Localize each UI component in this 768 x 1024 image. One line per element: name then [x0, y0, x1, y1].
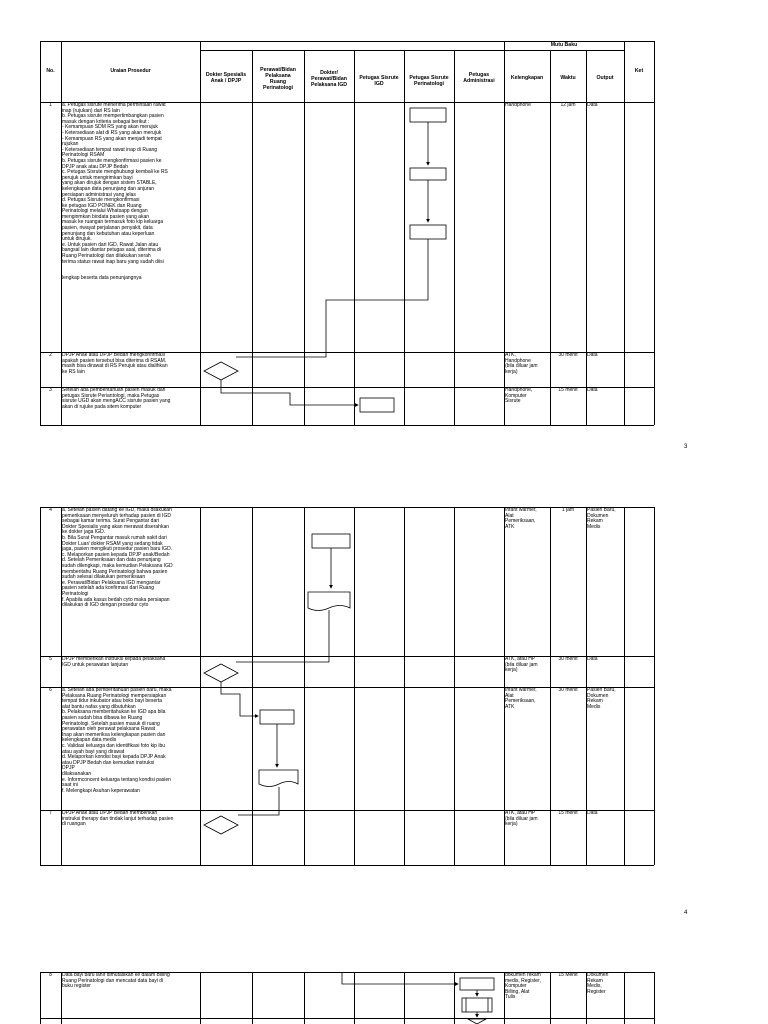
- header-executor-dokter-igd: Dokter/ Perawat/Bidan Pelaksana IGD: [310, 70, 348, 88]
- row-number: 6: [49, 688, 52, 693]
- row-waktu: 12 jam: [560, 103, 576, 108]
- row-number: 3: [49, 388, 52, 393]
- header-executor-sisrute-perinatologi: Petugas Sisrute Perinatologi: [409, 75, 449, 87]
- flow-connector: [342, 972, 458, 984]
- header-waktu: Waktu: [560, 75, 576, 81]
- row-kelengkapan: Handphone: [505, 103, 531, 108]
- row-uraian: DPJP Anak atau DPJP Bedah memberikan instruksi therapy dan tindak lanjut terhadap pasien di ruangan: [62, 811, 174, 828]
- row-output: Data: [587, 103, 598, 108]
- row-output: Data: [587, 657, 598, 662]
- row-kelengkapan: Infant warmer, Alat Pemeriksaan, ATK: [505, 688, 537, 710]
- row-waktu: 30 menit: [558, 688, 578, 693]
- row-number: 4: [49, 508, 52, 513]
- row-output: Data: [587, 388, 598, 393]
- decision-diamond-dpjp: [204, 664, 238, 682]
- row-kelengkapan: Infant warmer, Alat Pemeriksaan, ATK: [505, 508, 537, 530]
- header-kelengkapan: Kelengkapan: [510, 75, 544, 81]
- row-waktu: 15 Menit: [558, 973, 578, 978]
- header-uraian: Uraian Prosedur: [110, 68, 151, 74]
- row-uraian: a. Setelah ada pemberitahuan pasien baru, maka Pelaksana Ruang Perinatologi mempersiapkan tempat tidur inkubator atau boks bayi beserta alat bantu nafas yang dibutuhkan b. Pelaksana memberitahukan ke IGD apa bila pasien sudah bisa dibawa ke Ruang Perinatologi. Setelah pasien masuk di ruang perawatan oleh perawat pelaksana Rawat Inap akan memeriksa kelengkapan pasien dan kelengkapan data medis c. Validasi keluarga dan identifikasi foto kip ibu atau ayah bayi yang dirawat d. Melaporkan kondisi bayi kepada DPJP Anak atau DPJP Bedah dan kemudian instruksi DPJP dilaksanakan e. Informconcent keluarga tentang kondisi pasien saat ini f. Melengkapi Asuhan keperawatan: [62, 688, 172, 794]
- row-output: Pasien Baru, Dokumen Rekam Medis: [587, 688, 616, 710]
- header-executor-perawat-perinatologi: Perawat/Bidan Pelaksana Ruang Perinatologi: [260, 67, 296, 91]
- decision-diamond-dpjp: [204, 362, 238, 380]
- process-box-sisrute-perinatologi: [410, 168, 446, 180]
- process-box-sisrute-perinatologi: [410, 108, 446, 122]
- row-number: 7: [49, 811, 52, 816]
- terminator-triangle: [468, 1019, 486, 1024]
- process-box-dokter-igd: [312, 534, 350, 548]
- header-mutu-baku: Mutu Baku: [550, 42, 578, 48]
- header-executor-dokter-spesialis: Dokter Spesialis Anak / DPJP: [205, 72, 247, 84]
- row-kelengkapan: ATK, Handphone (bila diluar jam kerja): [505, 353, 538, 375]
- row-waktu: 15 menit: [558, 388, 578, 393]
- page-number: 4: [684, 910, 688, 916]
- row-waktu: 30 menit: [558, 657, 578, 662]
- decision-diamond-dpjp: [204, 816, 238, 834]
- predefined-process-administrasi: [462, 998, 492, 1012]
- row-uraian: a. Setelah pasien datang ke IGD, maka dilakukan pemeriksaan menyeluruh terhadap pasien di IGD sebagai kamar terima. Surat Pengantar dari Dokter Spesialis yang akan merawat diserahkan ke dokter jaga IGD. b. Bila Surat Pengantar masuk rumah sakit dari Dokter Luar/ dokter RSAM yang sedang tidak jaga, pasien mengikuti prosedur pasien baru IGD. c. Melaporkan pasien kepada DPJP anak/Bedah d. Setelah Pemeriksaan dan data penunjang sudah dilengkapi, maka kemudian Pelaksana IGD memberitahu Ruang Perinatologi bahwa pasien sudah selesai dilakukan pemeriksaan e. Perawat/Bidan Pelaksana IGD mengantar pasien setelah ada konfirmasi dari Ruang Perinatologi f. Apabila ada kasus bedah cyto maka persiapan dilakukan di IGD dengan prosedur cyto: [62, 508, 173, 609]
- row-output: Pasien Baru, Dokumen Rekam Medis: [587, 508, 616, 530]
- row-output: Data: [587, 811, 598, 816]
- row-uraian: Data bayi baru lahir dimutasikan ke dalam Billing Ruang Perinatologi dan mencatat data bayi di buku register: [62, 973, 170, 990]
- row-uraian: DPJP memberikan instruksi kepada pelaksana IGD untuk perawatan lanjutan: [62, 657, 166, 668]
- flow-connector: [221, 380, 358, 405]
- row-waktu: 30 menit: [558, 353, 578, 358]
- row-waktu: 1 jam: [561, 508, 575, 513]
- row-uraian: a. Petugas sisrute menerima permintaan rawat inap (rujukan) dari RS lain b. Petugas sisrute mempertimbangkan pasien masuk dengan kriteria sebagai berikut : - Kemampuan SDM RS yang akan merujuk - Ketersediaan alat di RS yang akan merujuk - Kemampuan RS yang akan menjadi tempat rujukan - Ketersediaan tempat rawat inap di Ruang Perinatologi RSAM b. Petugas sisrute mengkonfirmasi pasien ke DPJP anak atau DPJP Bedah c. Petugas Sisrute menghubungi kembali ke RS perujuk untuk mengirimkan bayi yang akan dirujuk dengan sistem STABLE, kelengkapan data penunjang dan anjuran persiapan administrasi yang jelas d. Petugas Sisrute mengkonfirmasi ke petugas IGD PONEK dan Ruang Perinatologi melalui Whatsapp dengan menginmkan biodata pasien yang akan masuk ke ruangan termasuk foto kip keluarga pasien, riwayat perjalanan penyakit, data penunjang dan kebutuhan atau keperluan untuk dirujuk. e. Untuk pasien dari IGD, Rawat Jalan atau bangsal lain diantar petugas asal, diterima di Ruang Perinatologi dan dilakukan serah terima status rawat inap baru yang sudah diisi lengkap beserta data penunjangnya: [62, 103, 168, 282]
- flow-connector: [236, 610, 329, 662]
- row-kelengkapan: ATK, atau HP (bila diluar jam kerja): [505, 811, 538, 828]
- header-ket: Ket: [634, 68, 644, 74]
- row-number: 5: [49, 657, 52, 662]
- row-kelengkapan: Handphone, Komputer Sisrute: [505, 388, 533, 405]
- header-no: No.: [46, 68, 55, 74]
- row-waktu: 15 menit: [558, 811, 578, 816]
- process-box-sisrute-igd: [360, 398, 394, 412]
- document-symbol-perawat-perinatologi: [259, 770, 298, 787]
- document-symbol-dokter-igd: [308, 592, 350, 611]
- header-output: Output: [596, 75, 614, 81]
- row-kelengkapan: ATK, atau HP (bila diluar jam kerja): [505, 657, 538, 674]
- row-uraian: Setelah ada pemberitahuan pasien masuk dan petugas Sisrute Periantologi, maka Petugas sisrute UGD akan mengACC sisrute pasien yang akan di rujuke pada sitem komputer: [62, 388, 171, 410]
- row-number: 2: [49, 353, 52, 358]
- row-number: 1: [49, 103, 52, 108]
- process-box-administrasi: [460, 978, 494, 990]
- flow-connector: [236, 239, 428, 357]
- process-box-perawat-perinatologi: [260, 710, 294, 724]
- header-executor-administrasi: Petugas Administrasi: [463, 72, 495, 84]
- page-number: 3: [684, 444, 688, 450]
- process-box-sisrute-perinatologi: [410, 225, 446, 239]
- row-output: Dokumen Rekam Medis, Register: [587, 973, 609, 995]
- row-uraian: DPJP Anak atau DPJP Bedah mengkonfirmasi apakah pasien tersebut bisa diterima di RSAM, masih bisa dirawat di RS Perujuk atau dialihkan ke RS lain: [62, 353, 168, 375]
- row-output: Data: [587, 353, 598, 358]
- header-executor-sisrute-igd: Petugas Sisrute IGD: [359, 75, 399, 87]
- row-kelengkapan: dokumen rekam medis, Register, Komputer Billing, Alat Tulis: [505, 973, 541, 1001]
- row-number: 8: [49, 973, 52, 978]
